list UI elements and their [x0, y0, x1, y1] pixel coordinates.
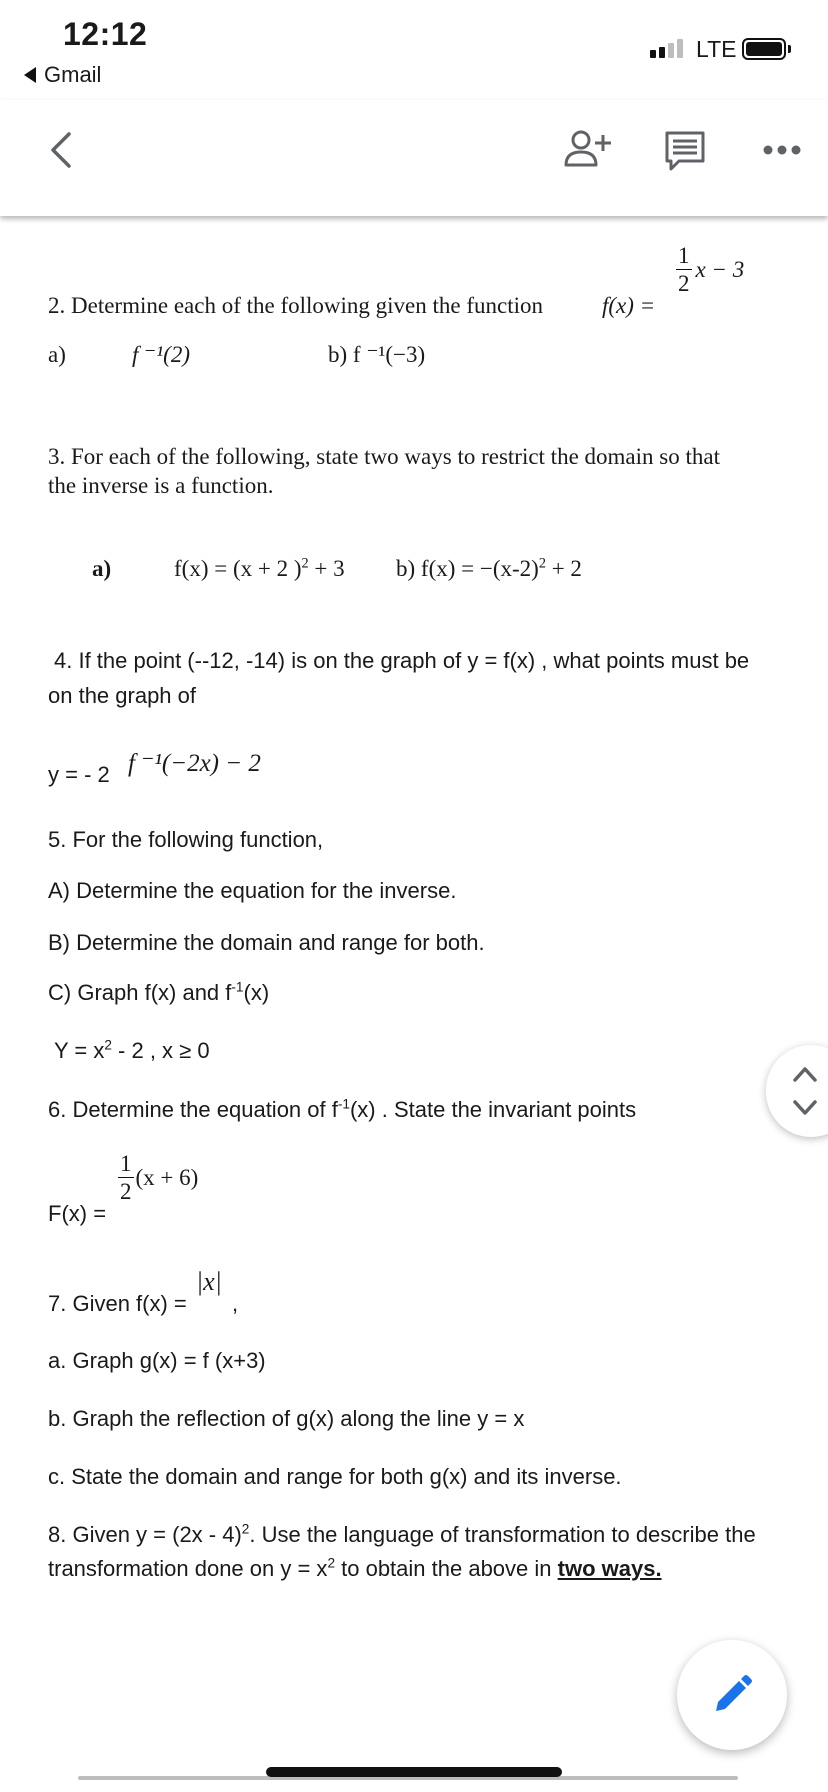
chevron-down-icon[interactable]: [792, 1099, 818, 1122]
q7-given: 7. Given f(x) =: [48, 1291, 187, 1316]
q5-part-c: C) Graph f(x) and $f^{-1}(x)$: [48, 979, 270, 1005]
q2-part-a-label: a): [48, 342, 66, 367]
q3-part-b-expr: b) $f(x) = -(x-2)^2 + 2$: [396, 555, 582, 581]
q8-line1: 8. Given y = (2x - 4)$^2$. Use the language of transformation to describe the: [48, 1521, 756, 1547]
edit-button[interactable]: [677, 1640, 787, 1750]
q6-fraction-tail: (x + 6): [135, 1164, 199, 1190]
list-icon[interactable]: [660, 126, 710, 176]
status-time: 12:12: [63, 16, 148, 52]
back-to-app-link[interactable]: [24, 62, 101, 88]
q2-fraction: $\frac{1}{2}$: [678, 243, 690, 296]
q2-function-name: f(x) =: [602, 293, 656, 318]
q7-part-a: a. Graph g(x) = f (x+3): [48, 1348, 266, 1373]
q2-function-expr: [676, 244, 744, 295]
q5-equation: $Y = x^2 - 2$ , x ≥ 0: [54, 1037, 210, 1063]
q4-equation-rhs: f ⁻¹(−2x) − 2: [128, 750, 261, 777]
more-icon[interactable]: [758, 134, 806, 166]
chevron-up-icon[interactable]: [792, 1065, 818, 1088]
q3-part-a-label: a): [92, 556, 112, 581]
q2-text: 2. Determine each of the following given the function: [48, 293, 543, 318]
q2-fraction-tail: x − 3: [695, 256, 745, 282]
q6-fraction: $\frac{1}{2}$: [120, 1151, 132, 1204]
edit-icon: [710, 1673, 754, 1717]
q5-intro: 5. For the following function,: [48, 827, 324, 852]
q2-part-a-expr: f ⁻¹(2): [132, 342, 190, 367]
q6-lhs: F(x) =: [48, 1201, 107, 1226]
battery-icon: [742, 38, 786, 60]
q6-expression: [118, 1152, 198, 1203]
q3-line1: 3. For each of the following, state two ways to restrict the domain so that: [48, 444, 720, 469]
q7-abs-expr: |x|: [196, 1267, 222, 1296]
battery-tip: [788, 45, 791, 53]
back-icon[interactable]: [38, 128, 82, 172]
back-app-label: Gmail: [44, 62, 102, 87]
network-type: LTE: [696, 36, 737, 62]
q7-part-c: c. State the domain and range for both g(x) and its inverse.: [48, 1464, 622, 1489]
back-triangle-icon: [24, 67, 36, 83]
q5-part-a: A) Determine the equation for the inverse.: [48, 878, 457, 903]
q8-line2: transformation done on $y = x^2$ to obtain the above in two ways.: [48, 1555, 662, 1581]
q7-comma: ,: [232, 1291, 239, 1316]
app-toolbar: [0, 100, 828, 216]
q4-line1: 4. If the point (--12, -14) is on the graph of y = f(x) , what points must be: [54, 648, 750, 673]
q5-part-b: B) Determine the domain and range for both.: [48, 930, 485, 955]
q4-equation-lhs: y = - 2: [48, 762, 110, 787]
q3-part-a-expr: f(x) = (x + 2 )$^2$ + 3: [174, 555, 345, 581]
add-person-icon[interactable]: [560, 124, 616, 174]
q2-part-b-expr: b) f ⁻¹(−3): [328, 342, 426, 367]
signal-icon: [650, 39, 683, 58]
home-indicator[interactable]: [266, 1767, 562, 1777]
page-navigator: [766, 1045, 828, 1137]
q3-line2: the inverse is a function.: [48, 473, 274, 498]
q6-text: 6. Determine the equation of $f^{-1}(x)$ . State the invariant points: [48, 1096, 637, 1122]
q7-part-b: b. Graph the reflection of g(x) along the line y = x: [48, 1406, 525, 1431]
q4-line2: on the graph of: [48, 683, 197, 708]
q8-emphasis: two ways.: [557, 1556, 662, 1581]
